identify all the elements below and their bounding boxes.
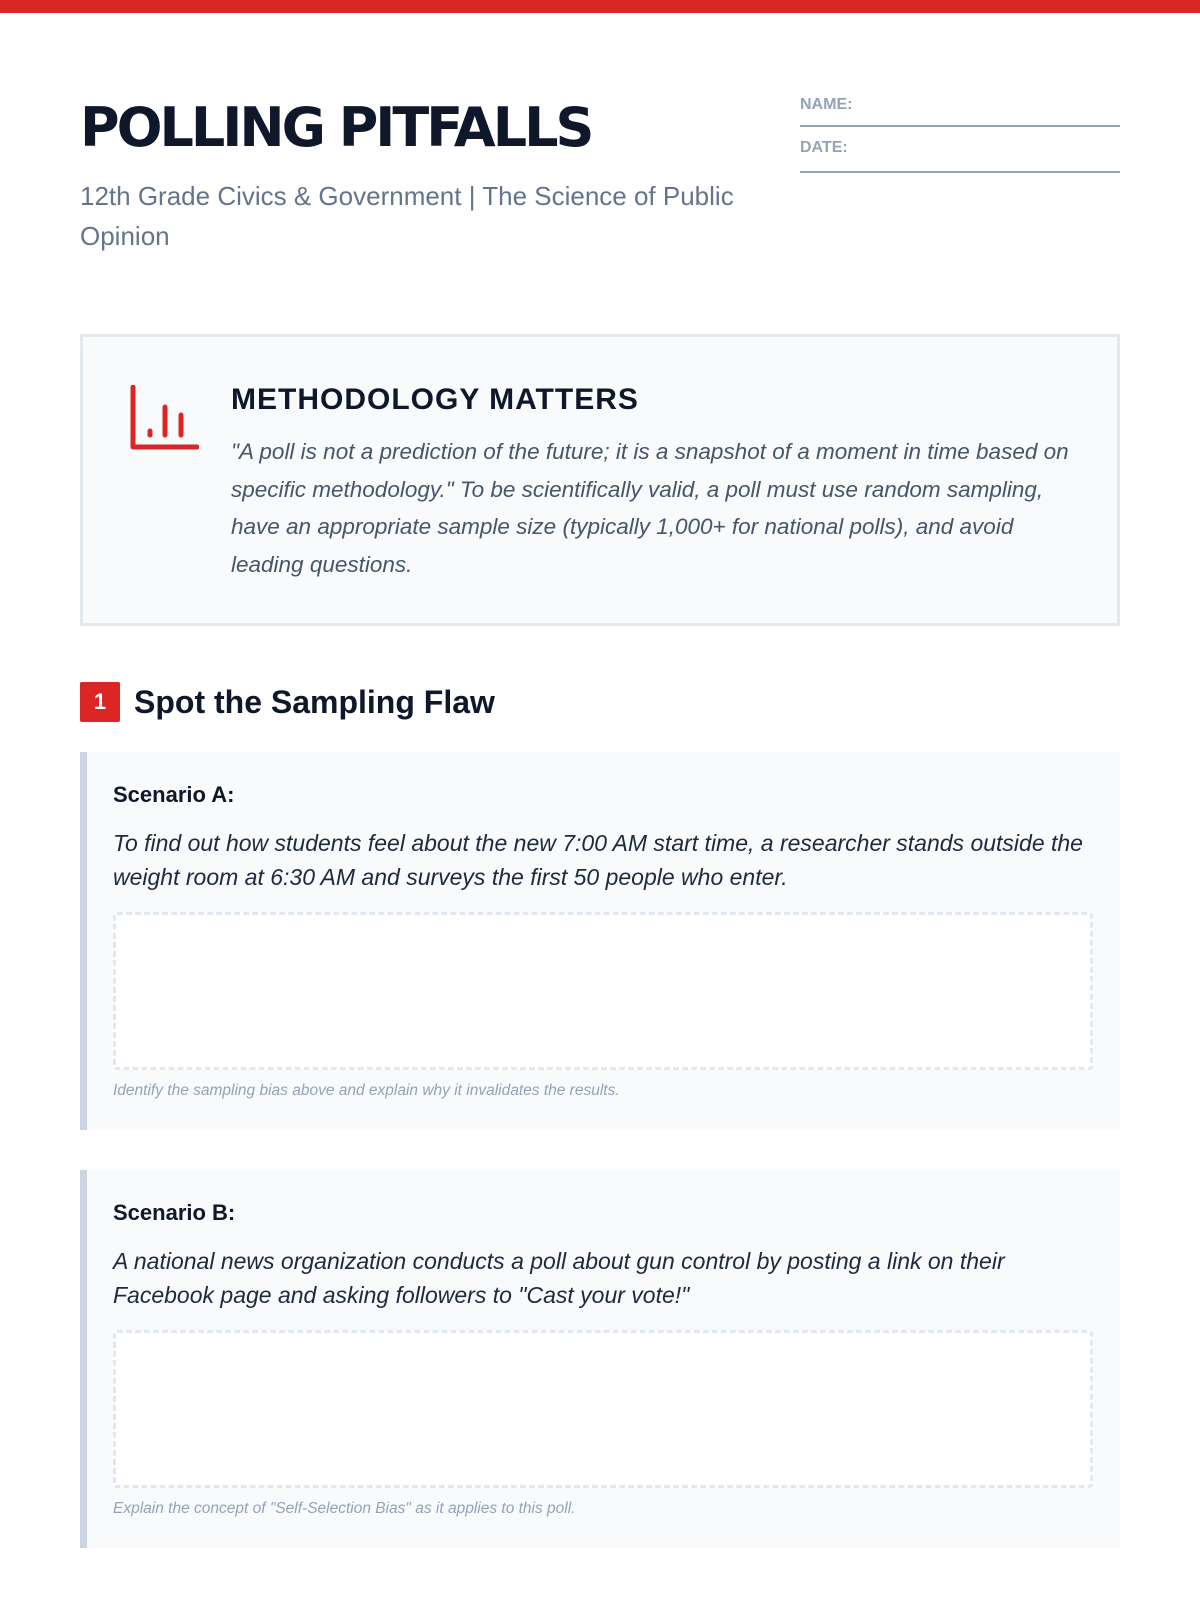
methodology-title: METHODOLOGY MATTERS xyxy=(231,383,639,416)
worksheet-title: POLLING PITFALLS xyxy=(80,96,592,159)
methodology-text: "A poll is not a prediction of the future; it is a snapshot of a moment in time based on specific methodology." To be scientifically valid, a poll must use random sampling, have an appropriate sample size (typically 1,000+ for national polls), and avoid leading questions. xyxy=(231,439,1069,577)
date-field[interactable] xyxy=(800,127,1120,173)
date-label: DATE: xyxy=(800,139,848,156)
scenario-label: Scenario B: xyxy=(113,1200,236,1225)
worksheet-page xyxy=(80,0,1120,1517)
worksheet-header xyxy=(80,0,1120,300)
section-title: Spot the Sampling Flaw xyxy=(134,683,495,720)
name-date-fields xyxy=(800,92,1120,173)
worksheet-subtitle: 12th Grade Civics & Government | The Science of Public Opinion xyxy=(80,181,734,251)
name-field[interactable] xyxy=(800,92,1120,127)
section-number-badge: 1 xyxy=(80,682,120,722)
answer-hint: Identify the sampling bias above and explain why it invalidates the results. xyxy=(113,1082,620,1099)
section-1-heading xyxy=(80,682,495,722)
answer-box[interactable] xyxy=(113,1330,1093,1488)
scenario-b-card xyxy=(80,1170,1120,1548)
scenario-a-card xyxy=(80,752,1120,1130)
methodology-callout xyxy=(80,334,1120,626)
answer-box[interactable] xyxy=(113,912,1093,1070)
scenario-label: Scenario A: xyxy=(113,782,235,807)
scenario-text: A national news organization conducts a poll about gun control by posting a link on their Facebook page and asking followers to "Cast your vote!" xyxy=(113,1248,1005,1308)
scenario-text: To find out how students feel about the new 7:00 AM start time, a researcher stands outside the weight room at 6:30 AM and surveys the first 50 people who enter. xyxy=(113,830,1083,890)
answer-hint: Explain the concept of "Self-Selection Bias" as it applies to this poll. xyxy=(113,1500,576,1517)
name-label: NAME: xyxy=(800,96,853,113)
bar-chart-icon xyxy=(129,385,199,455)
